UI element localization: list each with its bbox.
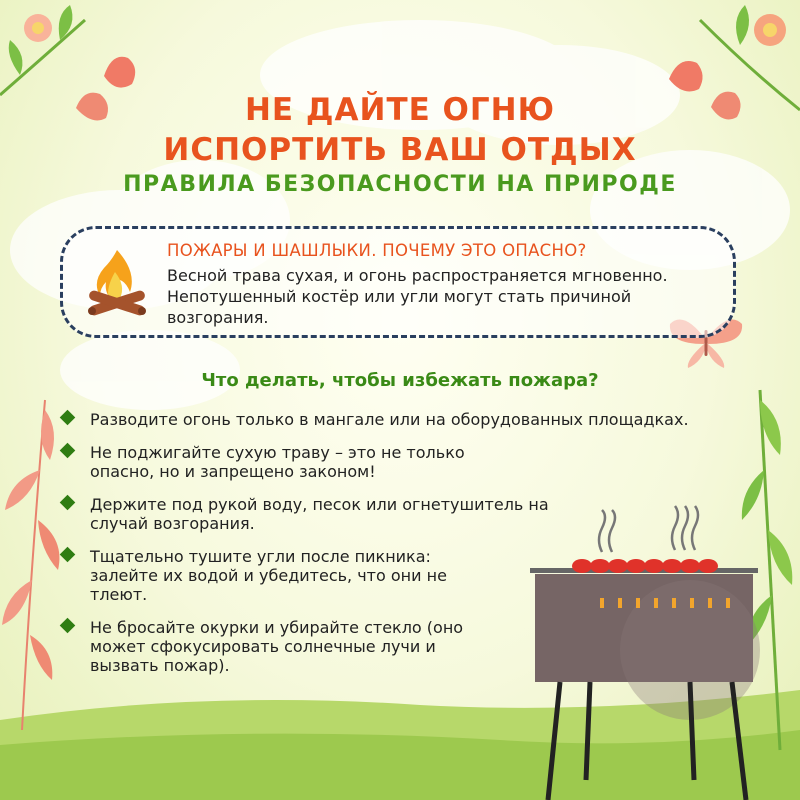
list-item-text: Разводите огонь только в мангале или на оборудованных площадках. [90,410,689,429]
tips-heading: Что делать, чтобы избежать пожара? [201,370,599,391]
bullet-diamond-icon [60,495,76,511]
title-line-2: ИСПОРТИТЬ ВАШ ОТДЫХ [163,132,637,168]
list-item [60,410,690,429]
list-item-text: Тщательно тушите угли после пикника: залейте их водой и убедитесь, что они не тлеют. [90,547,447,604]
list-item [60,443,530,481]
campfire-icon [82,242,152,322]
list-item-text: Не поджигайте сухую траву – это не только опасно, но и запрещено законом! [90,443,465,481]
list-item [60,547,490,604]
list-item-text: Держите под рукой воду, песок или огнетушитель на случай возгорания. [90,495,549,533]
list-item [60,495,610,533]
title-line-3: ПРАВИЛА БЕЗОПАСНОСТИ НА ПРИРОДЕ [123,172,677,197]
warning-title: ПОЖАРЫ И ШАШЛЫКИ. ПОЧЕМУ ЭТО ОПАСНО? [167,241,587,260]
title-line-1: НЕ ДАЙТЕ ОГНЮ [244,92,555,128]
bullet-diamond-icon [60,618,76,634]
bullet-diamond-icon [60,547,76,563]
warning-text: Весной трава сухая, и огонь распространяется мгновенно. Непотушенный костёр или угли могут стать причиной возгорания. [167,266,668,327]
list-item-text: Не бросайте окурки и убирайте стекло (оно может сфокусировать солнечные лучи и вызвать пожар). [90,618,464,675]
tips-list [60,410,689,689]
bullet-diamond-icon [60,443,76,459]
list-item [60,618,490,675]
bullet-diamond-icon [60,410,76,426]
